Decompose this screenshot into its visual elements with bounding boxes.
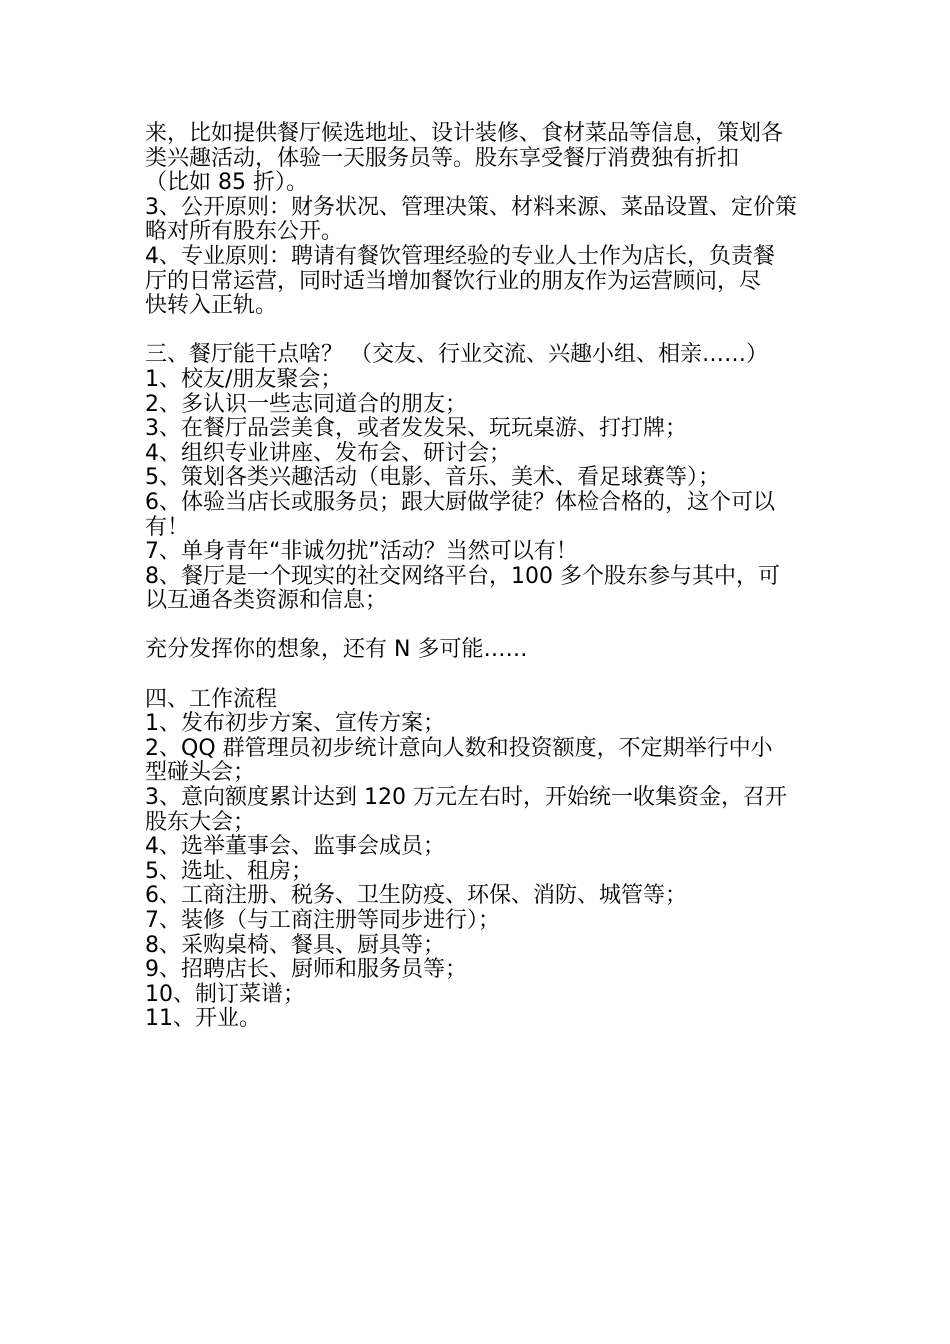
list-item: 2、多认识一些志同道合的朋友； [145, 391, 467, 417]
list-item: 7、单身青年“非诚勿扰”活动？当然可以有！ [145, 539, 578, 565]
list-item: 3、意向额度累计达到 120 万元左右时，开始统一收集资金，召开 [145, 785, 787, 811]
paragraph: 充分发挥你的想象，还有 N 多可能…… [145, 637, 528, 663]
list-item: 4、组织专业讲座、发布会、研讨会； [145, 440, 511, 466]
blank-line [145, 663, 815, 688]
text-line: （比如 85 折）。 [145, 170, 308, 196]
list-item: 5、选址、租房； [145, 858, 313, 884]
text-line: 4、专业原则：聘请有餐饮管理经验的专业人士作为店长，负责餐 [145, 243, 775, 269]
list-item: 股东大会； [145, 809, 256, 835]
list-item: 型碰头会； [145, 760, 256, 786]
document-body [145, 122, 815, 1032]
list-item: 1、发布初步方案、宣传方案； [145, 711, 445, 737]
list-item: 9、招聘店长、厨师和服务员等； [145, 957, 467, 983]
list-item: 7、装修（与工商注册等同步进行）； [145, 908, 500, 933]
list-item: 8、采购桌椅、餐具、厨具等； [145, 932, 445, 958]
list-item: 6、工商注册、税务、卫生防疫、环保、消防、城管等； [145, 883, 687, 909]
text-line: 厅的日常运营，同时适当增加餐饮行业的朋友作为运营顾问，尽 [145, 268, 762, 294]
text-line: 类兴趣活动，体验一天服务员等。股东享受餐厅消费独有折扣 [145, 145, 740, 171]
section-heading: 三、餐厅能干点啥？ （交友、行业交流、兴趣小组、相亲……） [145, 342, 768, 368]
text-line: 3、公开原则：财务状况、管理决策、材料来源、菜品设置、定价策 [145, 194, 797, 220]
list-item: 6、体验当店长或服务员；跟大厨做学徒？体检合格的，这个可以 [145, 489, 775, 515]
list-item: 10、制订菜谱； [145, 981, 305, 1007]
list-item: 3、在餐厅品尝美食，或者发发呆、玩玩桌游、打打牌； [145, 416, 687, 442]
list-item: 以互通各类资源和信息； [145, 588, 388, 614]
list-item: 1、校友/朋友聚会； [145, 366, 343, 392]
blank-line [145, 319, 815, 344]
list-item: 11、开业。 [145, 1006, 261, 1032]
blank-line [145, 614, 815, 639]
list-item: 2、QQ 群管理员初步统计意向人数和投资额度，不定期举行中小 [145, 735, 773, 761]
text-line: 略对所有股东公开。 [145, 219, 344, 245]
text-line: 快转入正轨。 [145, 293, 278, 319]
list-item: 4、选举董事会、监事会成员； [145, 834, 445, 860]
list-item: 5、策划各类兴趣活动（电影、音乐、美术、看足球赛等）； [145, 465, 720, 491]
section-heading: 四、工作流程 [145, 686, 278, 712]
list-item: 有！ [145, 514, 190, 540]
text-line: 来，比如提供餐厅候选地址、设计装修、食材菜品等信息，策划各 [145, 121, 784, 146]
list-item: 8、餐厅是一个现实的社交网络平台，100 多个股东参与其中，可 [145, 563, 780, 589]
